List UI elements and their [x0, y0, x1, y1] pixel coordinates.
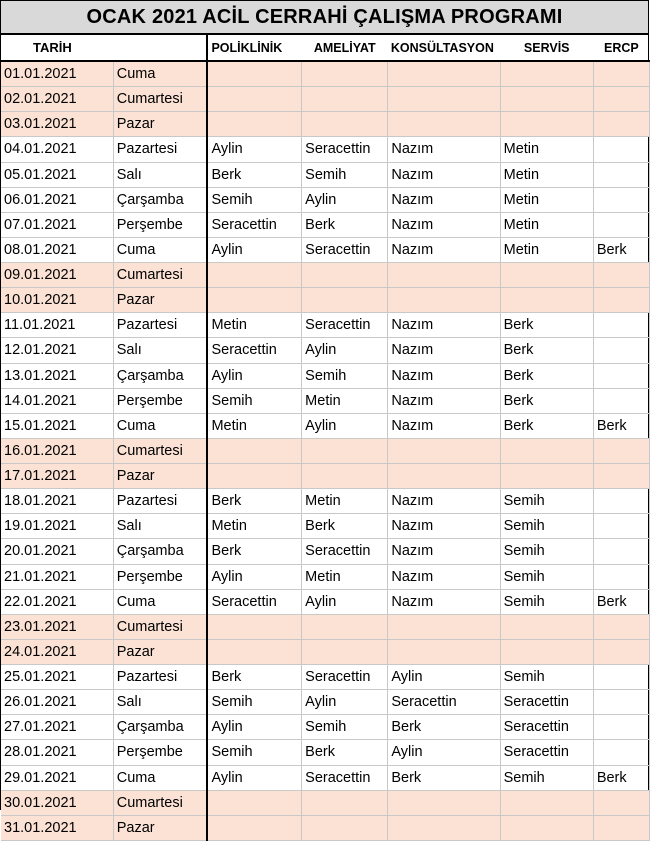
cell-ercp[interactable]: [593, 363, 649, 388]
table-row: [1, 187, 650, 212]
cell-ameliyat[interactable]: [302, 464, 388, 489]
cell-konsultasyon[interactable]: [388, 87, 500, 112]
cell-konsultasyon[interactable]: Nazım: [388, 162, 500, 187]
cell-servis[interactable]: Semih: [500, 589, 593, 614]
cell-day[interactable]: Pazartesi: [113, 665, 207, 690]
cell-ercp[interactable]: [593, 438, 649, 463]
cell-poliklinik[interactable]: Aylin: [207, 237, 301, 262]
cell-day[interactable]: Cuma: [113, 589, 207, 614]
cell-date[interactable]: 10.01.2021: [1, 288, 113, 313]
cell-day[interactable]: Salı: [113, 690, 207, 715]
cell-servis[interactable]: [500, 464, 593, 489]
cell-date[interactable]: 11.01.2021: [1, 313, 113, 338]
table-row: [1, 639, 650, 664]
cell-ameliyat[interactable]: Metin: [302, 564, 388, 589]
cell-poliklinik[interactable]: [207, 790, 301, 815]
cell-konsultasyon[interactable]: Nazım: [388, 489, 500, 514]
cell-poliklinik[interactable]: Semih: [207, 740, 301, 765]
table-row: [1, 338, 650, 363]
cell-date[interactable]: 30.01.2021: [1, 790, 113, 815]
cell-servis[interactable]: [500, 288, 593, 313]
cell-ameliyat[interactable]: Semih: [302, 715, 388, 740]
cell-ameliyat[interactable]: Aylin: [302, 338, 388, 363]
cell-poliklinik[interactable]: Aylin: [207, 715, 301, 740]
cell-servis[interactable]: [500, 87, 593, 112]
cell-ercp[interactable]: [593, 263, 649, 288]
cell-ameliyat[interactable]: Metin: [302, 489, 388, 514]
cell-ercp[interactable]: Berk: [593, 237, 649, 262]
table-row: [1, 665, 650, 690]
cell-ercp[interactable]: [593, 464, 649, 489]
cell-servis[interactable]: Metin: [500, 137, 593, 162]
cell-ercp[interactable]: [593, 338, 649, 363]
cell-konsultasyon[interactable]: [388, 112, 500, 137]
cell-poliklinik[interactable]: [207, 112, 301, 137]
table-row: [1, 263, 650, 288]
cell-date[interactable]: 09.01.2021: [1, 263, 113, 288]
cell-date[interactable]: 15.01.2021: [1, 413, 113, 438]
cell-date[interactable]: 29.01.2021: [1, 765, 113, 790]
cell-servis[interactable]: [500, 639, 593, 664]
table-row: [1, 790, 650, 815]
cell-ameliyat[interactable]: [302, 61, 388, 87]
cell-ameliyat[interactable]: [302, 639, 388, 664]
table-row: [1, 288, 650, 313]
cell-ercp[interactable]: [593, 288, 649, 313]
cell-konsultasyon[interactable]: Nazım: [388, 237, 500, 262]
cell-konsultasyon[interactable]: [388, 61, 500, 87]
cell-konsultasyon[interactable]: [388, 790, 500, 815]
cell-ameliyat[interactable]: Aylin: [302, 690, 388, 715]
cell-day[interactable]: Cuma: [113, 237, 207, 262]
cell-ameliyat[interactable]: Seracettin: [302, 313, 388, 338]
cell-day[interactable]: Salı: [113, 338, 207, 363]
cell-konsultasyon[interactable]: Seracettin: [388, 690, 500, 715]
cell-poliklinik[interactable]: [207, 87, 301, 112]
header-ercp[interactable]: ERCP: [593, 35, 649, 61]
header-ameliyat[interactable]: AMELİYAT: [302, 35, 388, 61]
cell-konsultasyon[interactable]: Nazım: [388, 514, 500, 539]
cell-poliklinik[interactable]: Semih: [207, 690, 301, 715]
header-row: [1, 35, 650, 61]
cell-ameliyat[interactable]: Seracettin: [302, 539, 388, 564]
cell-poliklinik[interactable]: Aylin: [207, 363, 301, 388]
header-tarih[interactable]: TARİH: [1, 35, 207, 61]
cell-poliklinik[interactable]: Aylin: [207, 564, 301, 589]
cell-day[interactable]: Cumartesi: [113, 87, 207, 112]
cell-poliklinik[interactable]: Berk: [207, 665, 301, 690]
cell-ameliyat[interactable]: Seracettin: [302, 665, 388, 690]
cell-servis[interactable]: Metin: [500, 212, 593, 237]
cell-date[interactable]: 02.01.2021: [1, 87, 113, 112]
cell-ercp[interactable]: [593, 313, 649, 338]
cell-poliklinik[interactable]: Metin: [207, 413, 301, 438]
cell-day[interactable]: Cumartesi: [113, 263, 207, 288]
cell-servis[interactable]: Seracettin: [500, 740, 593, 765]
cell-servis[interactable]: Semih: [500, 665, 593, 690]
cell-poliklinik[interactable]: [207, 288, 301, 313]
cell-servis[interactable]: [500, 614, 593, 639]
cell-ameliyat[interactable]: [302, 263, 388, 288]
cell-ercp[interactable]: [593, 815, 649, 840]
table-row: [1, 112, 650, 137]
cell-servis[interactable]: [500, 112, 593, 137]
cell-date[interactable]: 08.01.2021: [1, 237, 113, 262]
cell-ercp[interactable]: [593, 87, 649, 112]
cell-konsultasyon[interactable]: Nazım: [388, 313, 500, 338]
table-row: [1, 740, 650, 765]
cell-konsultasyon[interactable]: Berk: [388, 715, 500, 740]
cell-ercp[interactable]: [593, 112, 649, 137]
cell-servis[interactable]: Semih: [500, 564, 593, 589]
cell-ercp[interactable]: [593, 639, 649, 664]
table-row: [1, 589, 650, 614]
cell-day[interactable]: Pazar: [113, 639, 207, 664]
cell-poliklinik[interactable]: Semih: [207, 388, 301, 413]
cell-konsultasyon[interactable]: Nazım: [388, 539, 500, 564]
cell-konsultasyon[interactable]: Berk: [388, 765, 500, 790]
table-row: [1, 137, 650, 162]
cell-servis[interactable]: Seracettin: [500, 715, 593, 740]
cell-servis[interactable]: Metin: [500, 237, 593, 262]
cell-date[interactable]: 14.01.2021: [1, 388, 113, 413]
cell-day[interactable]: Pazar: [113, 112, 207, 137]
cell-day[interactable]: Salı: [113, 514, 207, 539]
cell-ercp[interactable]: [593, 137, 649, 162]
cell-poliklinik[interactable]: Metin: [207, 514, 301, 539]
cell-day[interactable]: Pazartesi: [113, 313, 207, 338]
cell-date[interactable]: 19.01.2021: [1, 514, 113, 539]
cell-day[interactable]: Cumartesi: [113, 438, 207, 463]
cell-day[interactable]: Pazar: [113, 288, 207, 313]
cell-poliklinik[interactable]: Seracettin: [207, 212, 301, 237]
cell-ameliyat[interactable]: Semih: [302, 363, 388, 388]
table-row: [1, 212, 650, 237]
cell-date[interactable]: 23.01.2021: [1, 614, 113, 639]
cell-konsultasyon[interactable]: Nazım: [388, 137, 500, 162]
cell-day[interactable]: Cumartesi: [113, 614, 207, 639]
cell-konsultasyon[interactable]: Aylin: [388, 665, 500, 690]
cell-ameliyat[interactable]: [302, 288, 388, 313]
cell-konsultasyon[interactable]: Nazım: [388, 589, 500, 614]
cell-servis[interactable]: Metin: [500, 162, 593, 187]
cell-servis[interactable]: Semih: [500, 539, 593, 564]
cell-poliklinik[interactable]: [207, 614, 301, 639]
cell-ameliyat[interactable]: Metin: [302, 388, 388, 413]
cell-ameliyat[interactable]: Seracettin: [302, 765, 388, 790]
table-row: [1, 765, 650, 790]
cell-poliklinik[interactable]: [207, 815, 301, 840]
cell-ercp[interactable]: [593, 740, 649, 765]
cell-servis[interactable]: Berk: [500, 388, 593, 413]
table-row: [1, 237, 650, 262]
cell-ameliyat[interactable]: Berk: [302, 514, 388, 539]
cell-date[interactable]: 28.01.2021: [1, 740, 113, 765]
cell-ameliyat[interactable]: Berk: [302, 212, 388, 237]
cell-servis[interactable]: Semih: [500, 514, 593, 539]
cell-ameliyat[interactable]: [302, 815, 388, 840]
cell-ameliyat[interactable]: [302, 614, 388, 639]
cell-konsultasyon[interactable]: [388, 288, 500, 313]
cell-konsultasyon[interactable]: [388, 464, 500, 489]
cell-date[interactable]: 07.01.2021: [1, 212, 113, 237]
cell-ercp[interactable]: [593, 212, 649, 237]
table-row: [1, 363, 650, 388]
table-row: [1, 514, 650, 539]
cell-servis[interactable]: [500, 790, 593, 815]
cell-ercp[interactable]: [593, 614, 649, 639]
cell-day[interactable]: Salı: [113, 162, 207, 187]
cell-date[interactable]: 03.01.2021: [1, 112, 113, 137]
cell-date[interactable]: 16.01.2021: [1, 438, 113, 463]
cell-ercp[interactable]: [593, 715, 649, 740]
cell-servis[interactable]: Berk: [500, 313, 593, 338]
cell-ameliyat[interactable]: Seracettin: [302, 237, 388, 262]
cell-date[interactable]: 24.01.2021: [1, 639, 113, 664]
cell-servis[interactable]: Semih: [500, 765, 593, 790]
header-poliklinik[interactable]: POLİKLİNİK: [207, 35, 301, 61]
cell-date[interactable]: 17.01.2021: [1, 464, 113, 489]
cell-poliklinik[interactable]: Metin: [207, 313, 301, 338]
table-row: [1, 61, 650, 87]
table-row: [1, 539, 650, 564]
table-row: [1, 489, 650, 514]
schedule-table: [1, 35, 650, 841]
cell-date[interactable]: 31.01.2021: [1, 815, 113, 840]
cell-ercp[interactable]: [593, 690, 649, 715]
table-row: [1, 690, 650, 715]
table-row: [1, 313, 650, 338]
cell-date[interactable]: 27.01.2021: [1, 715, 113, 740]
cell-poliklinik[interactable]: Seracettin: [207, 338, 301, 363]
cell-konsultasyon[interactable]: [388, 815, 500, 840]
cell-date[interactable]: 06.01.2021: [1, 187, 113, 212]
cell-ameliyat[interactable]: [302, 112, 388, 137]
cell-ercp[interactable]: [593, 514, 649, 539]
cell-ercp[interactable]: [593, 187, 649, 212]
cell-servis[interactable]: [500, 263, 593, 288]
cell-konsultasyon[interactable]: [388, 614, 500, 639]
table-row: [1, 614, 650, 639]
cell-konsultasyon[interactable]: [388, 639, 500, 664]
cell-servis[interactable]: Berk: [500, 363, 593, 388]
cell-poliklinik[interactable]: [207, 61, 301, 87]
cell-day[interactable]: Cuma: [113, 413, 207, 438]
cell-day[interactable]: Çarşamba: [113, 715, 207, 740]
cell-ercp[interactable]: [593, 564, 649, 589]
cell-servis[interactable]: Semih: [500, 489, 593, 514]
cell-konsultasyon[interactable]: [388, 438, 500, 463]
cell-day[interactable]: Cuma: [113, 765, 207, 790]
cell-ercp[interactable]: Berk: [593, 765, 649, 790]
cell-servis[interactable]: [500, 815, 593, 840]
cell-day[interactable]: Perşembe: [113, 740, 207, 765]
cell-date[interactable]: 12.01.2021: [1, 338, 113, 363]
cell-poliklinik[interactable]: [207, 464, 301, 489]
cell-ercp[interactable]: [593, 388, 649, 413]
cell-poliklinik[interactable]: Berk: [207, 539, 301, 564]
cell-ercp[interactable]: Berk: [593, 413, 649, 438]
cell-date[interactable]: 01.01.2021: [1, 61, 113, 87]
cell-ameliyat[interactable]: [302, 790, 388, 815]
cell-servis[interactable]: Metin: [500, 187, 593, 212]
cell-date[interactable]: 13.01.2021: [1, 363, 113, 388]
cell-ercp[interactable]: [593, 61, 649, 87]
cell-ameliyat[interactable]: Semih: [302, 162, 388, 187]
table-row: [1, 438, 650, 463]
cell-servis[interactable]: [500, 438, 593, 463]
cell-poliklinik[interactable]: [207, 263, 301, 288]
cell-day[interactable]: Perşembe: [113, 212, 207, 237]
cell-konsultasyon[interactable]: Nazım: [388, 212, 500, 237]
cell-konsultasyon[interactable]: Nazım: [388, 363, 500, 388]
cell-day[interactable]: Pazartesi: [113, 489, 207, 514]
cell-ameliyat[interactable]: [302, 87, 388, 112]
cell-ercp[interactable]: [593, 790, 649, 815]
table-row: [1, 388, 650, 413]
cell-ercp[interactable]: [593, 162, 649, 187]
cell-day[interactable]: Pazartesi: [113, 137, 207, 162]
cell-konsultasyon[interactable]: Nazım: [388, 187, 500, 212]
cell-konsultasyon[interactable]: Nazım: [388, 564, 500, 589]
cell-ameliyat[interactable]: Berk: [302, 740, 388, 765]
cell-ercp[interactable]: [593, 539, 649, 564]
cell-date[interactable]: 18.01.2021: [1, 489, 113, 514]
cell-poliklinik[interactable]: Berk: [207, 489, 301, 514]
cell-day[interactable]: Perşembe: [113, 388, 207, 413]
table-row: [1, 87, 650, 112]
cell-ercp[interactable]: Berk: [593, 589, 649, 614]
cell-konsultasyon[interactable]: Aylin: [388, 740, 500, 765]
cell-ameliyat[interactable]: Aylin: [302, 413, 388, 438]
cell-ercp[interactable]: [593, 489, 649, 514]
cell-date[interactable]: 25.01.2021: [1, 665, 113, 690]
header-servis[interactable]: SERVİS: [500, 35, 593, 61]
cell-poliklinik[interactable]: Berk: [207, 162, 301, 187]
cell-date[interactable]: 21.01.2021: [1, 564, 113, 589]
table-row: [1, 715, 650, 740]
cell-servis[interactable]: [500, 61, 593, 87]
cell-poliklinik[interactable]: [207, 639, 301, 664]
cell-ameliyat[interactable]: Aylin: [302, 589, 388, 614]
sheet-title: OCAK 2021 ACİL CERRAHİ ÇALIŞMA PROGRAMI: [1, 1, 648, 35]
cell-day[interactable]: Çarşamba: [113, 539, 207, 564]
cell-day[interactable]: Çarşamba: [113, 187, 207, 212]
cell-ameliyat[interactable]: Seracettin: [302, 137, 388, 162]
cell-date[interactable]: 04.01.2021: [1, 137, 113, 162]
table-row: [1, 162, 650, 187]
cell-servis[interactable]: Berk: [500, 338, 593, 363]
cell-ameliyat[interactable]: [302, 438, 388, 463]
cell-date[interactable]: 05.01.2021: [1, 162, 113, 187]
cell-servis[interactable]: Berk: [500, 413, 593, 438]
cell-konsultasyon[interactable]: [388, 263, 500, 288]
cell-konsultasyon[interactable]: Nazım: [388, 338, 500, 363]
cell-konsultasyon[interactable]: Nazım: [388, 388, 500, 413]
cell-poliklinik[interactable]: Aylin: [207, 765, 301, 790]
table-row: [1, 564, 650, 589]
cell-poliklinik[interactable]: [207, 438, 301, 463]
table-row: [1, 464, 650, 489]
table-row: [1, 413, 650, 438]
cell-konsultasyon[interactable]: Nazım: [388, 413, 500, 438]
cell-day[interactable]: Pazar: [113, 464, 207, 489]
cell-servis[interactable]: Seracettin: [500, 690, 593, 715]
header-konsultasyon[interactable]: KONSÜLTASYON: [388, 35, 500, 61]
cell-day[interactable]: Cuma: [113, 61, 207, 87]
table-row: [1, 815, 650, 840]
cell-poliklinik[interactable]: Seracettin: [207, 589, 301, 614]
cell-day[interactable]: Cumartesi: [113, 790, 207, 815]
cell-ercp[interactable]: [593, 665, 649, 690]
cell-ameliyat[interactable]: Aylin: [302, 187, 388, 212]
cell-day[interactable]: Perşembe: [113, 564, 207, 589]
cell-poliklinik[interactable]: Aylin: [207, 137, 301, 162]
cell-date[interactable]: 22.01.2021: [1, 589, 113, 614]
cell-day[interactable]: Çarşamba: [113, 363, 207, 388]
cell-day[interactable]: Pazar: [113, 815, 207, 840]
cell-date[interactable]: 20.01.2021: [1, 539, 113, 564]
cell-poliklinik[interactable]: Semih: [207, 187, 301, 212]
cell-date[interactable]: 26.01.2021: [1, 690, 113, 715]
